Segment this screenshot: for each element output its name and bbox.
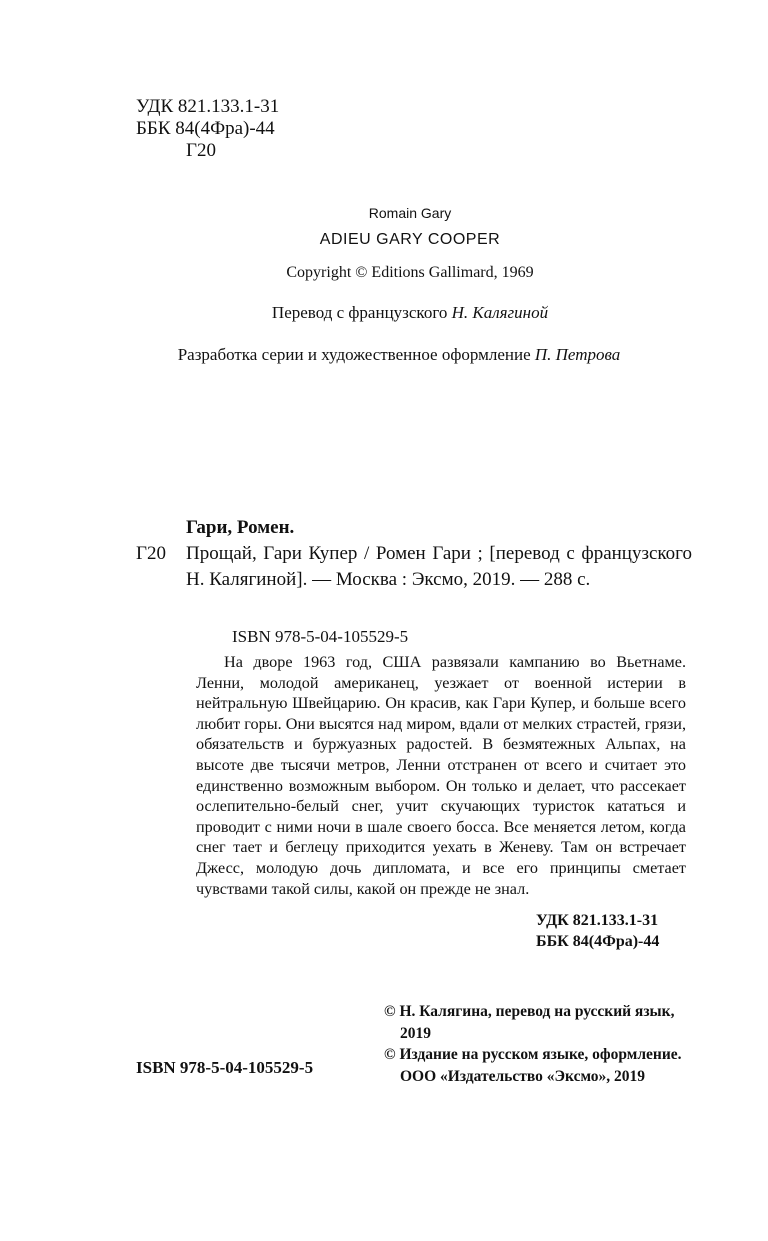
design-prefix: Разработка серии и художественное оформление: [177, 345, 531, 364]
copyright-block: [384, 1001, 704, 1087]
design-credit: [0, 345, 768, 365]
record-author: Гари, Ромен.: [186, 517, 295, 538]
udk-code: УДК 821.133.1-31: [136, 96, 280, 117]
designer-name: П. Петрова: [534, 345, 621, 364]
footer-isbn: ISBN 978-5-04-105529-5: [136, 1058, 314, 1077]
bbk-code: ББК 84(4Фра)-44: [136, 118, 275, 139]
translation-prefix: Перевод с французского: [271, 303, 448, 322]
copyright-translation-year: 2019: [400, 1024, 431, 1042]
copyright-translation: © Н. Калягина, перевод на русский язык,: [384, 1003, 675, 1020]
original-author: Romain Gary: [368, 205, 452, 221]
classification-block: [136, 96, 279, 162]
annotation-text: На дворе 1963 год, США развязали кампанию во Вьетнаме. Ленни, молодой американец, уезжает от военной истерии в нейтральную Швейцарию. Он красив, как Гари Купер, и больше всего любит горы. Они высятся над миром, вдали от мелких страстей, грязи, обязательств и буржуазных радостей. В безмятежных Альпах, на высоте две тысячи метров, Ленни отстранен от всего и считает это единственно возможным выбором. Он только и делает, что рассекает ослепительно-белый снег, учит скучающих туристок кататься и проводит с ними ночи в шале своего босса. Все меняется летом, когда снег тает и беглецу приходится уехать в Женеву. Там он встречает Джесс, молодую дочь дипломата, и все его принципы сметает чувствами такой силы, какой он прежде не знал.: [196, 653, 686, 898]
author-sign: Г20: [186, 140, 216, 161]
record-code: Г20: [136, 543, 166, 564]
translator-name: Н. Калягиной: [451, 303, 549, 322]
annotation-bbk: ББК 84(4Фра)-44: [536, 933, 660, 950]
translation-credit: [0, 303, 768, 323]
bibliographic-record: [136, 515, 692, 593]
original-copyright: Copyright © Editions Gallimard, 1969: [286, 264, 534, 281]
copyright-edition: © Издание на русском языке, оформление.: [384, 1046, 682, 1063]
annotation-udk: УДК 821.133.1-31: [536, 912, 659, 929]
record-entry: Прощай, Гари Купер / Ромен Гари ; [перевод с французского Н. Калягиной]. — Москва : Эксмо, 2019. — 288 с.: [186, 543, 692, 590]
original-title: ADIEU GARY COOPER: [319, 231, 501, 248]
copyright-publisher: ООО «Издательство «Эксмо», 2019: [400, 1067, 646, 1085]
record-isbn: ISBN 978-5-04-105529-5: [232, 627, 409, 646]
annotation-codes: [536, 910, 659, 952]
